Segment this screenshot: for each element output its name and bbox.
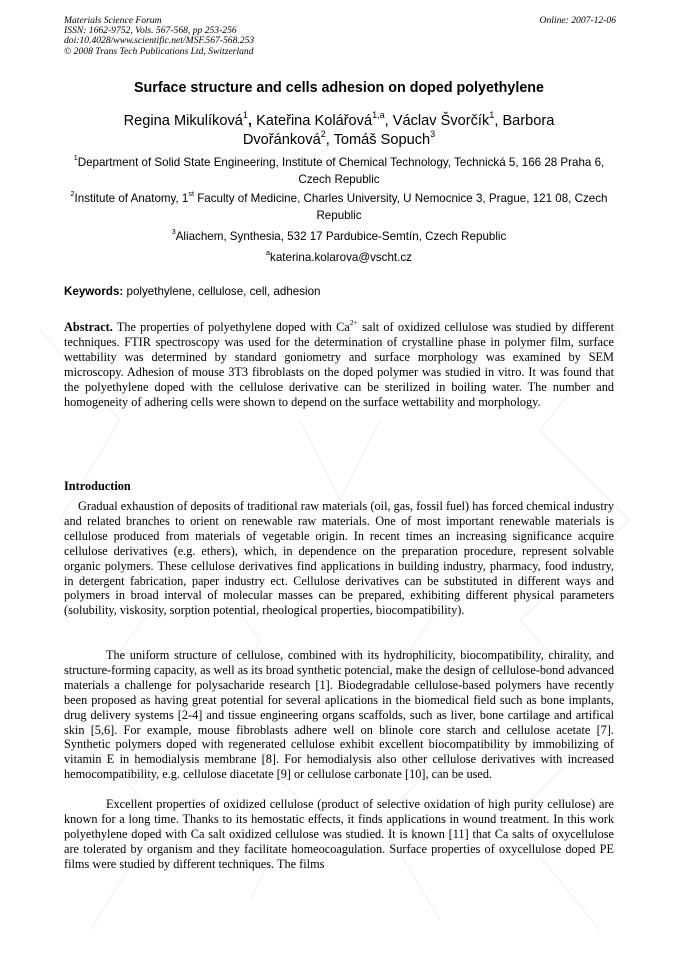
author-affiliation-mark: 1 (489, 109, 495, 120)
introduction-paragraph-2: The uniform structure of cellulose, combined with its hydrophilicity, biocompatibility, chirality, and structure-forming capacity, as well as its broad synthetic potencial, make the design of cellulose-bond advanced materials a challenge for polysacharide research [1]. Biodegradable cellulose-based polymers have recently been proposed as having great potential for several aplications in the biomedical field such as bone implants, drug delivery systems [2-4] and tissue engineering organs scaffolds, such as liver, bone cartilage and artifical skin [5,6]. For example, mouse fibroblasts adhere well on blinole core starch and cellulose acetate [7]. Synthetic polymers doped with regenerated cellulose exhibit excellent biocompatibility by immobilizing of vitamin E in hemodialysis membrane [8]. For hemodialysis also other cellulose derivatives with increased hemocompatibility, e.g. cellulose diacetate [9] or cellulose carbonate [10], can be used. (64, 648, 614, 782)
affiliation-text: Faculty of Medicine, Charles University, U Nemocnice 3, Prague, 121 08, Czech Republic (193, 192, 608, 222)
author-name: Tomáš Sopuch (333, 132, 431, 148)
corresponding-email (62, 249, 616, 266)
online-date: Online: 2007-12-06 (539, 15, 616, 26)
affiliation-mark: 2 (70, 189, 75, 199)
abstract-paragraph (64, 317, 614, 409)
ordinal-suffix: st (188, 189, 194, 199)
keywords-label: Keywords: (64, 285, 124, 298)
author-name: Barbora Dvořánková (242, 113, 555, 148)
abstract-text: salt of oxidized cellulose was studied by different techniques. FTIR spectroscopy was used for the determination of crystalline phase in polymer film, surface wettability was determined by standard goniometry and surface morphology was examined by SEM microscopy. Adhesion of mouse 3T3 fibroblasts on the doped polymer was studied in vitro. It was found that the polyethylene doped with the cellulose derivative can be sterilized in boiling water. The number and homogeneity of adhering cells were shown to depend on the surface wettability and morphology. (64, 320, 614, 409)
affiliation-mark: 3 (171, 227, 176, 237)
author-name: Kateřina Kolářová (256, 113, 373, 129)
keywords-text: polyethylene, cellulose, cell, adhesion (123, 285, 321, 298)
keywords-line (64, 285, 321, 298)
author-affiliation-mark: 3 (430, 128, 436, 139)
affiliation-text: Institute of Anatomy, 1 (74, 192, 189, 205)
abstract-label: Abstract. (64, 320, 113, 334)
email-mark: a (266, 248, 271, 258)
author-affiliation-mark: 1,a (372, 109, 385, 120)
paper-title: Surface structure and cells adhesion on doped polyethylene (134, 80, 544, 96)
journal-name: Materials Science Forum (64, 15, 162, 26)
author-affiliation-mark: 2 (320, 128, 326, 139)
author-list: Regina Mikulíková$^1$, Kateřina Kolářová$^{1,a}$, Václav Švorčík$^1$, Barbora Dvořánková$^2$, Tomáš Sopuch$^3$ (123, 109, 555, 148)
author-name: Regina Mikulíková (123, 113, 243, 129)
author-affiliation-mark: 1 (242, 109, 248, 120)
email-address: katerina.kolarova@vscht.cz (270, 251, 412, 264)
copyright-line: © 2008 Trans Tech Publications Ltd, Switzerland (64, 45, 254, 57)
issn-line: ISSN: 1662-9752, Vols. 567-568, pp 253-256 (64, 25, 237, 37)
introduction-heading: Introduction (64, 479, 131, 493)
journal-header (64, 16, 254, 57)
introduction-paragraph-3: Excellent properties of oxidized cellulose (product of selective oxidation of high purity cellulose) are known for a long time. Thanks to its hemostatic effects, it finds applications in wound treatment. In this work polyethylene doped with Ca salt oxidized cellulose was studied. It is known [11] that Ca salts of oxycellulose are tolerated by organism and they facilitate homeocoagulation. Surface properties of oxycellulose doped PE films were studied by different techniques. The films (64, 797, 614, 871)
affiliation-mark: 1 (73, 153, 78, 163)
doi-line: doi:10.4028/www.scientific.net/MSF.567-568.253 (64, 35, 255, 47)
author-name: Václav Švorčík (392, 113, 490, 129)
charge-superscript: 2+ (349, 317, 358, 327)
affiliation-1 (62, 154, 616, 188)
introduction-paragraph-1: Gradual exhaustion of deposits of traditional raw materials (oil, gas, fossil fuel) has forced chemical industry and related branches to orient on renewable raw materials. One of most important renewable materials is cellulose produced from materials of vegetable origin. In recent times an increasing significance acquire cellulose derivatives (e.g. ethers), which, in dependence on the preparation procedure, represent solvable organic polymers. These cellulose derivatives find applications in building industry, pharmacy, food industry, in detergent fabrication, paper industry ect. Cellulose derivatives can be substituted in different ways and polymers in broad interval of molecular masses can be prepared, exhibiting different physical parameters (solubility, viskosity, sorption potential, rheological properties, biocompatibility). (64, 499, 614, 618)
affiliation-3 (62, 228, 616, 245)
affiliation-text: Department of Solid State Engineering, Institute of Chemical Technology, Technická 5, 166 28 Praha 6, Czech Republic (77, 156, 605, 186)
affiliation-text: Aliachem, Synthesia, 532 17 Pardubice-Semtín, Czech Republic (175, 230, 507, 243)
affiliation-2 (62, 190, 616, 224)
abstract-text: The properties of polyethylene doped with Ca (112, 320, 350, 334)
